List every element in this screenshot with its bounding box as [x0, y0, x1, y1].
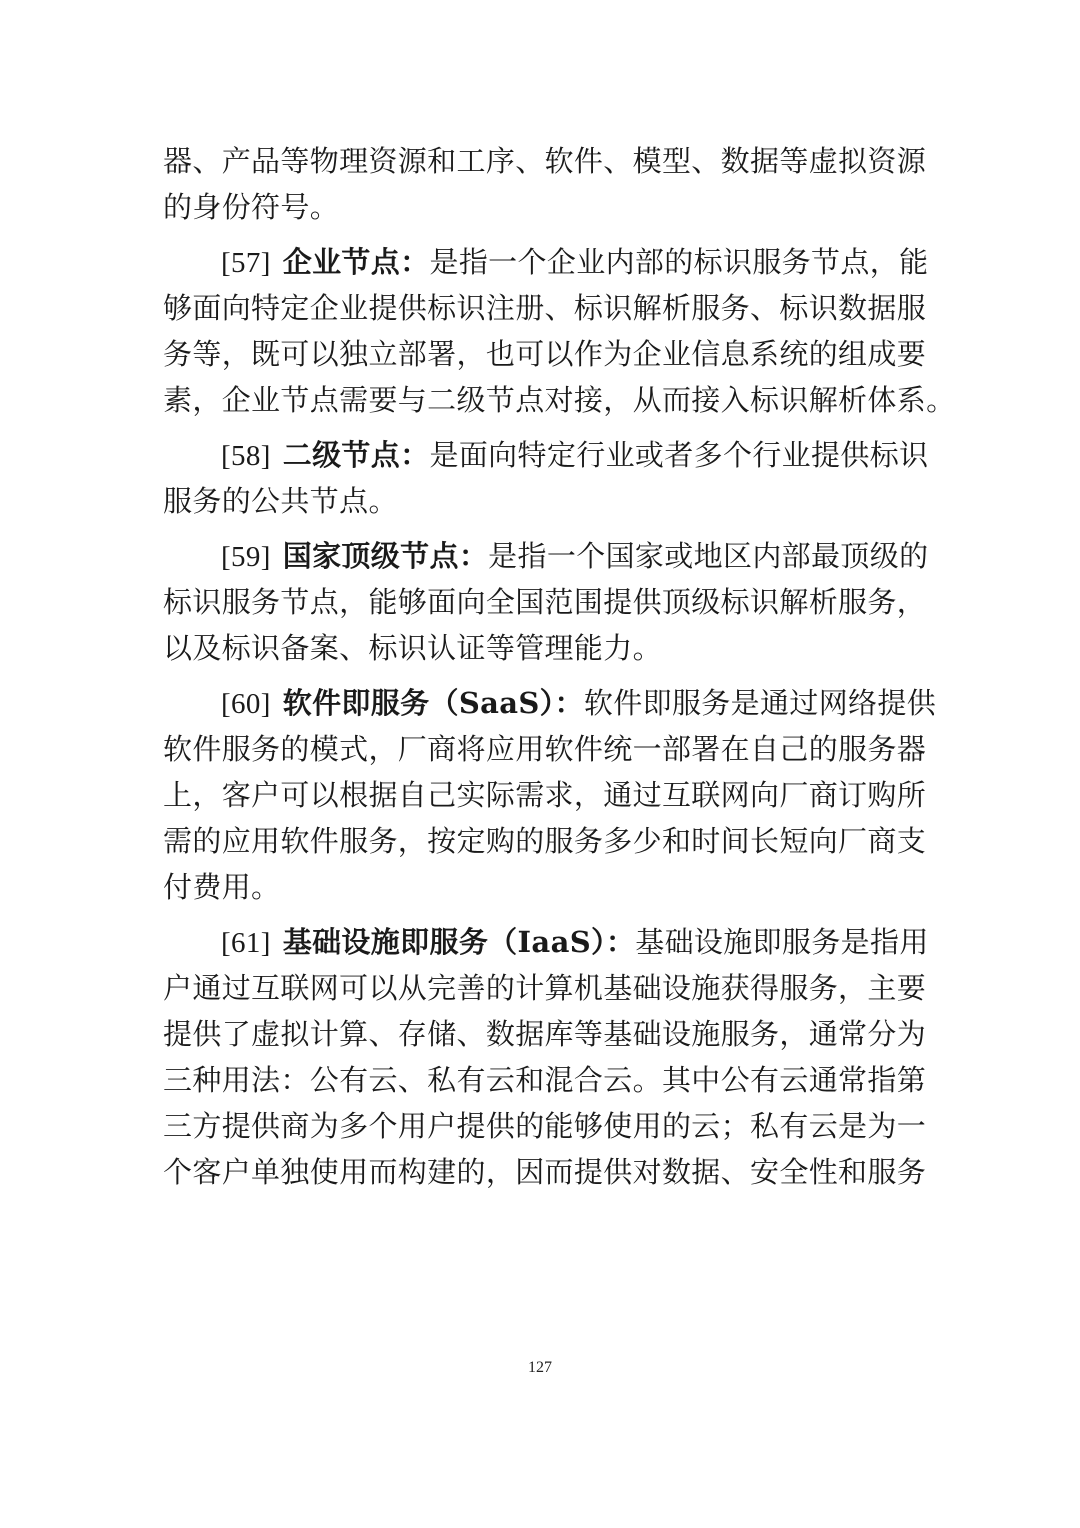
term-first-line	[163, 239, 929, 285]
paragraph-line: 三方提供商为多个用户提供的能够使用的云；私有云是为一	[163, 1109, 927, 1143]
paragraph-line: 服务的公共节点。	[163, 484, 398, 518]
term-first-line	[163, 533, 929, 579]
paragraph-line: 以及标识备案、标识认证等管理能力。	[163, 631, 662, 665]
term-first-line	[163, 919, 929, 965]
page-number: 127	[528, 1359, 552, 1376]
paragraph-line: 素，企业节点需要与二级节点对接，从而接入标识解析体系。	[163, 383, 956, 417]
paragraph-line: 提供了虚拟计算、存储、数据库等基础设施服务，通常分为	[163, 1017, 927, 1051]
term-definition-start: 是指一个国家或地区内部最顶级的	[488, 539, 929, 573]
term-name: 软件即服务（SaaS）：	[282, 686, 584, 720]
paragraph-line: 户通过互联网可以从完善的计算机基础设施获得服务，主要	[163, 971, 927, 1005]
term-definition-start: 软件即服务是通过网络提供	[583, 686, 937, 720]
term-number: [57]	[221, 247, 271, 279]
term-name: 基础设施即服务（IaaS）：	[282, 925, 636, 959]
term-entry-58	[163, 432, 929, 524]
term-definition-start: 是指一个企业内部的标识服务节点，能	[429, 245, 929, 279]
paragraph-line: 付费用。	[163, 870, 281, 904]
document-page-body	[163, 138, 956, 1195]
term-number: [58]	[221, 440, 271, 472]
term-name: 二级节点：	[282, 438, 430, 472]
paragraph-line: 的身份符号。	[163, 190, 340, 224]
paragraph-line: 够面向特定企业提供标识注册、标识解析服务、标识数据服	[163, 291, 927, 325]
term-number: [61]	[221, 927, 271, 959]
term-first-line	[163, 432, 929, 478]
term-entry-61	[163, 919, 929, 1195]
paragraph-line: 软件服务的模式，厂商将应用软件统一部署在自己的服务器	[163, 732, 927, 766]
term-definition-start: 是面向特定行业或者多个行业提供标识	[429, 438, 929, 472]
paragraph-line: 标识服务节点，能够面向全国范围提供顶级标识解析服务，	[163, 585, 927, 619]
term-name: 国家顶级节点：	[282, 539, 489, 573]
term-name: 企业节点：	[282, 245, 430, 279]
term-definition-start: 基础设施即服务是指用	[635, 925, 929, 959]
paragraph-line: 三种用法：公有云、私有云和混合云。其中公有云通常指第	[163, 1063, 927, 1097]
paragraph-line: 上，客户可以根据自己实际需求，通过互联网向厂商订购所	[163, 778, 927, 812]
term-entry-60	[163, 680, 937, 910]
term-entry-59	[163, 533, 929, 671]
term-number: [59]	[221, 541, 271, 573]
continuation-paragraph	[163, 138, 927, 230]
term-first-line	[163, 680, 937, 726]
paragraph-line: 个客户单独使用而构建的，因而提供对数据、安全性和服务	[163, 1155, 927, 1189]
term-entry-57	[163, 239, 956, 423]
paragraph-line: 需的应用软件服务，按定购的服务多少和时间长短向厂商支	[163, 824, 927, 858]
term-number: [60]	[221, 688, 271, 720]
paragraph-line: 务等，既可以独立部署，也可以作为企业信息系统的组成要	[163, 337, 927, 371]
paragraph-line: 器、产品等物理资源和工序、软件、模型、数据等虚拟资源	[163, 144, 927, 178]
